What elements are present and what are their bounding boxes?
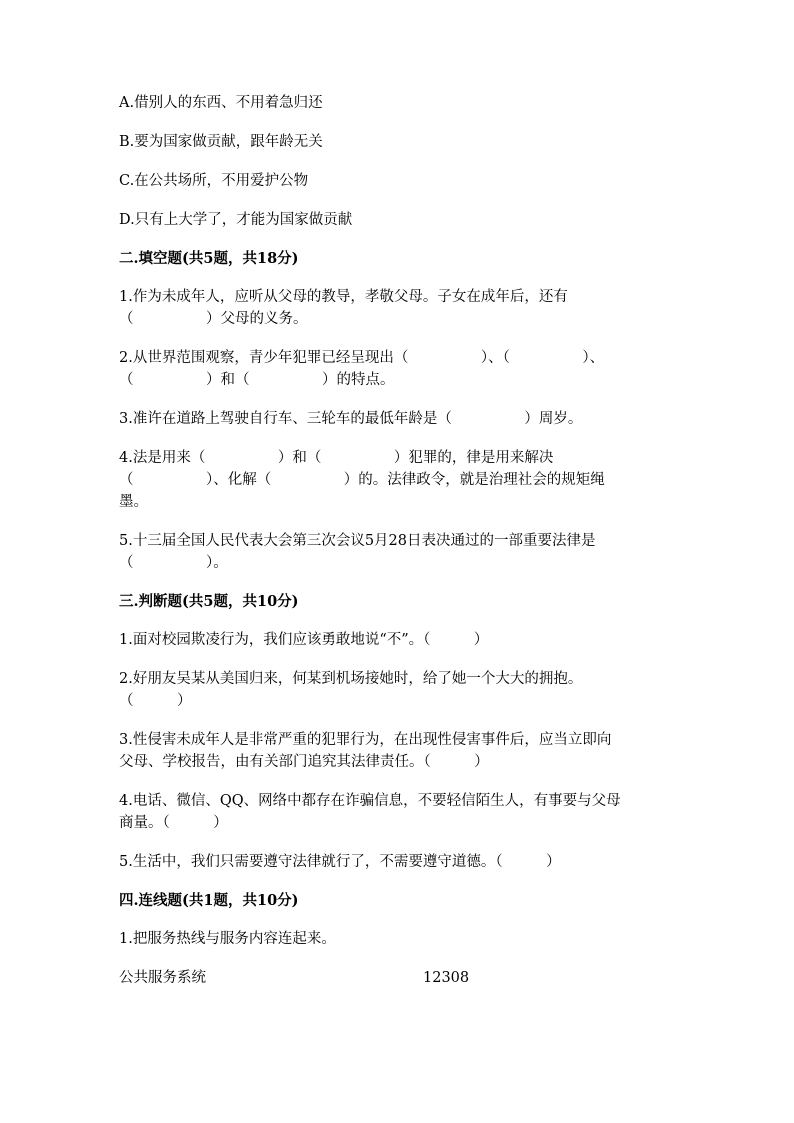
question-line: 2.从世界范围观察，青少年犯罪已经呈现出（ ）、（ ）、 [119,350,605,366]
judge-question-2 [119,668,679,712]
option-a: A.借别人的东西、不用着急归还 [119,95,323,111]
section-true-false-title: 三.判断题(共5题，共10分) [119,593,299,610]
judge-question-4 [119,790,679,834]
question-line: （ ）和（ ）的特点。 [119,372,395,388]
fill-question-2 [119,347,679,391]
question-line: 5.生活中，我们只需要遵守法律就行了，不需要遵守道德。（ ） [119,854,561,870]
section-fill-blank-title: 二.填空题(共5题，共18分) [119,250,299,267]
matching-left-item: 公共服务系统 [119,970,206,986]
option-d: D.只有上大学了，才能为国家做贡献 [119,212,353,228]
fill-question-5 [119,530,679,574]
question-line: （ ）。 [119,555,228,571]
question-line: 4.电话、微信、QQ、网络中都存在诈骗信息，不要轻信陌生人，有事要与父母 [119,793,621,809]
fill-question-1 [119,286,679,330]
judge-question-5 [119,851,679,873]
option-b: B.要为国家做贡献，跟年龄无关 [119,134,323,150]
fill-question-4 [119,447,679,513]
question-line: （ ）父母的义务。 [119,311,308,327]
question-line: 父母、学校报告，由有关部门追究其法律责任。（ ） [119,754,489,770]
question-line: 1.面对校园欺凌行为，我们应该勇敢地说“不”。（ ） [119,632,489,648]
section-matching-title: 四.连线题(共1题，共10分) [119,892,299,909]
question-line: 3.准许在道路上驾驶自行车、三轮车的最低年龄是（ ）周岁。 [119,411,583,427]
judge-question-1 [119,629,679,651]
question-line: 1.作为未成年人，应听从父母的教导，孝敬父母。子女在成年后，还有 [119,289,568,305]
matching-question-1: 1.把服务热线与服务内容连起来。 [119,931,336,947]
matching-row [119,967,679,989]
question-line: （ ）、化解（ ）的。法律政令，就是治理社会的规矩绳 [119,472,605,488]
question-line: 商量。（ ） [119,815,228,831]
question-line: 2.好朋友吴某从美国归来，何某到机场接她时，给了她一个大大的拥抱。 [119,671,583,687]
option-c: C.在公共场所，不用爱护公物 [119,173,309,189]
question-line: 3.性侵害未成年人是非常严重的犯罪行为，在出现性侵害事件后，应当立即向 [119,732,612,748]
question-line: 5.十三届全国人民代表大会第三次会议5月28日表决通过的一部重要法律是 [119,533,596,549]
question-line: 4.法是用来（ ）和（ ）犯罪的，律是用来解决 [119,450,554,466]
question-line: （ ） [119,693,192,709]
exam-page [119,92,679,989]
judge-question-3 [119,729,679,773]
matching-right-item: 12308 [423,970,470,986]
question-line: 墨。 [119,494,148,510]
fill-question-3 [119,408,679,430]
